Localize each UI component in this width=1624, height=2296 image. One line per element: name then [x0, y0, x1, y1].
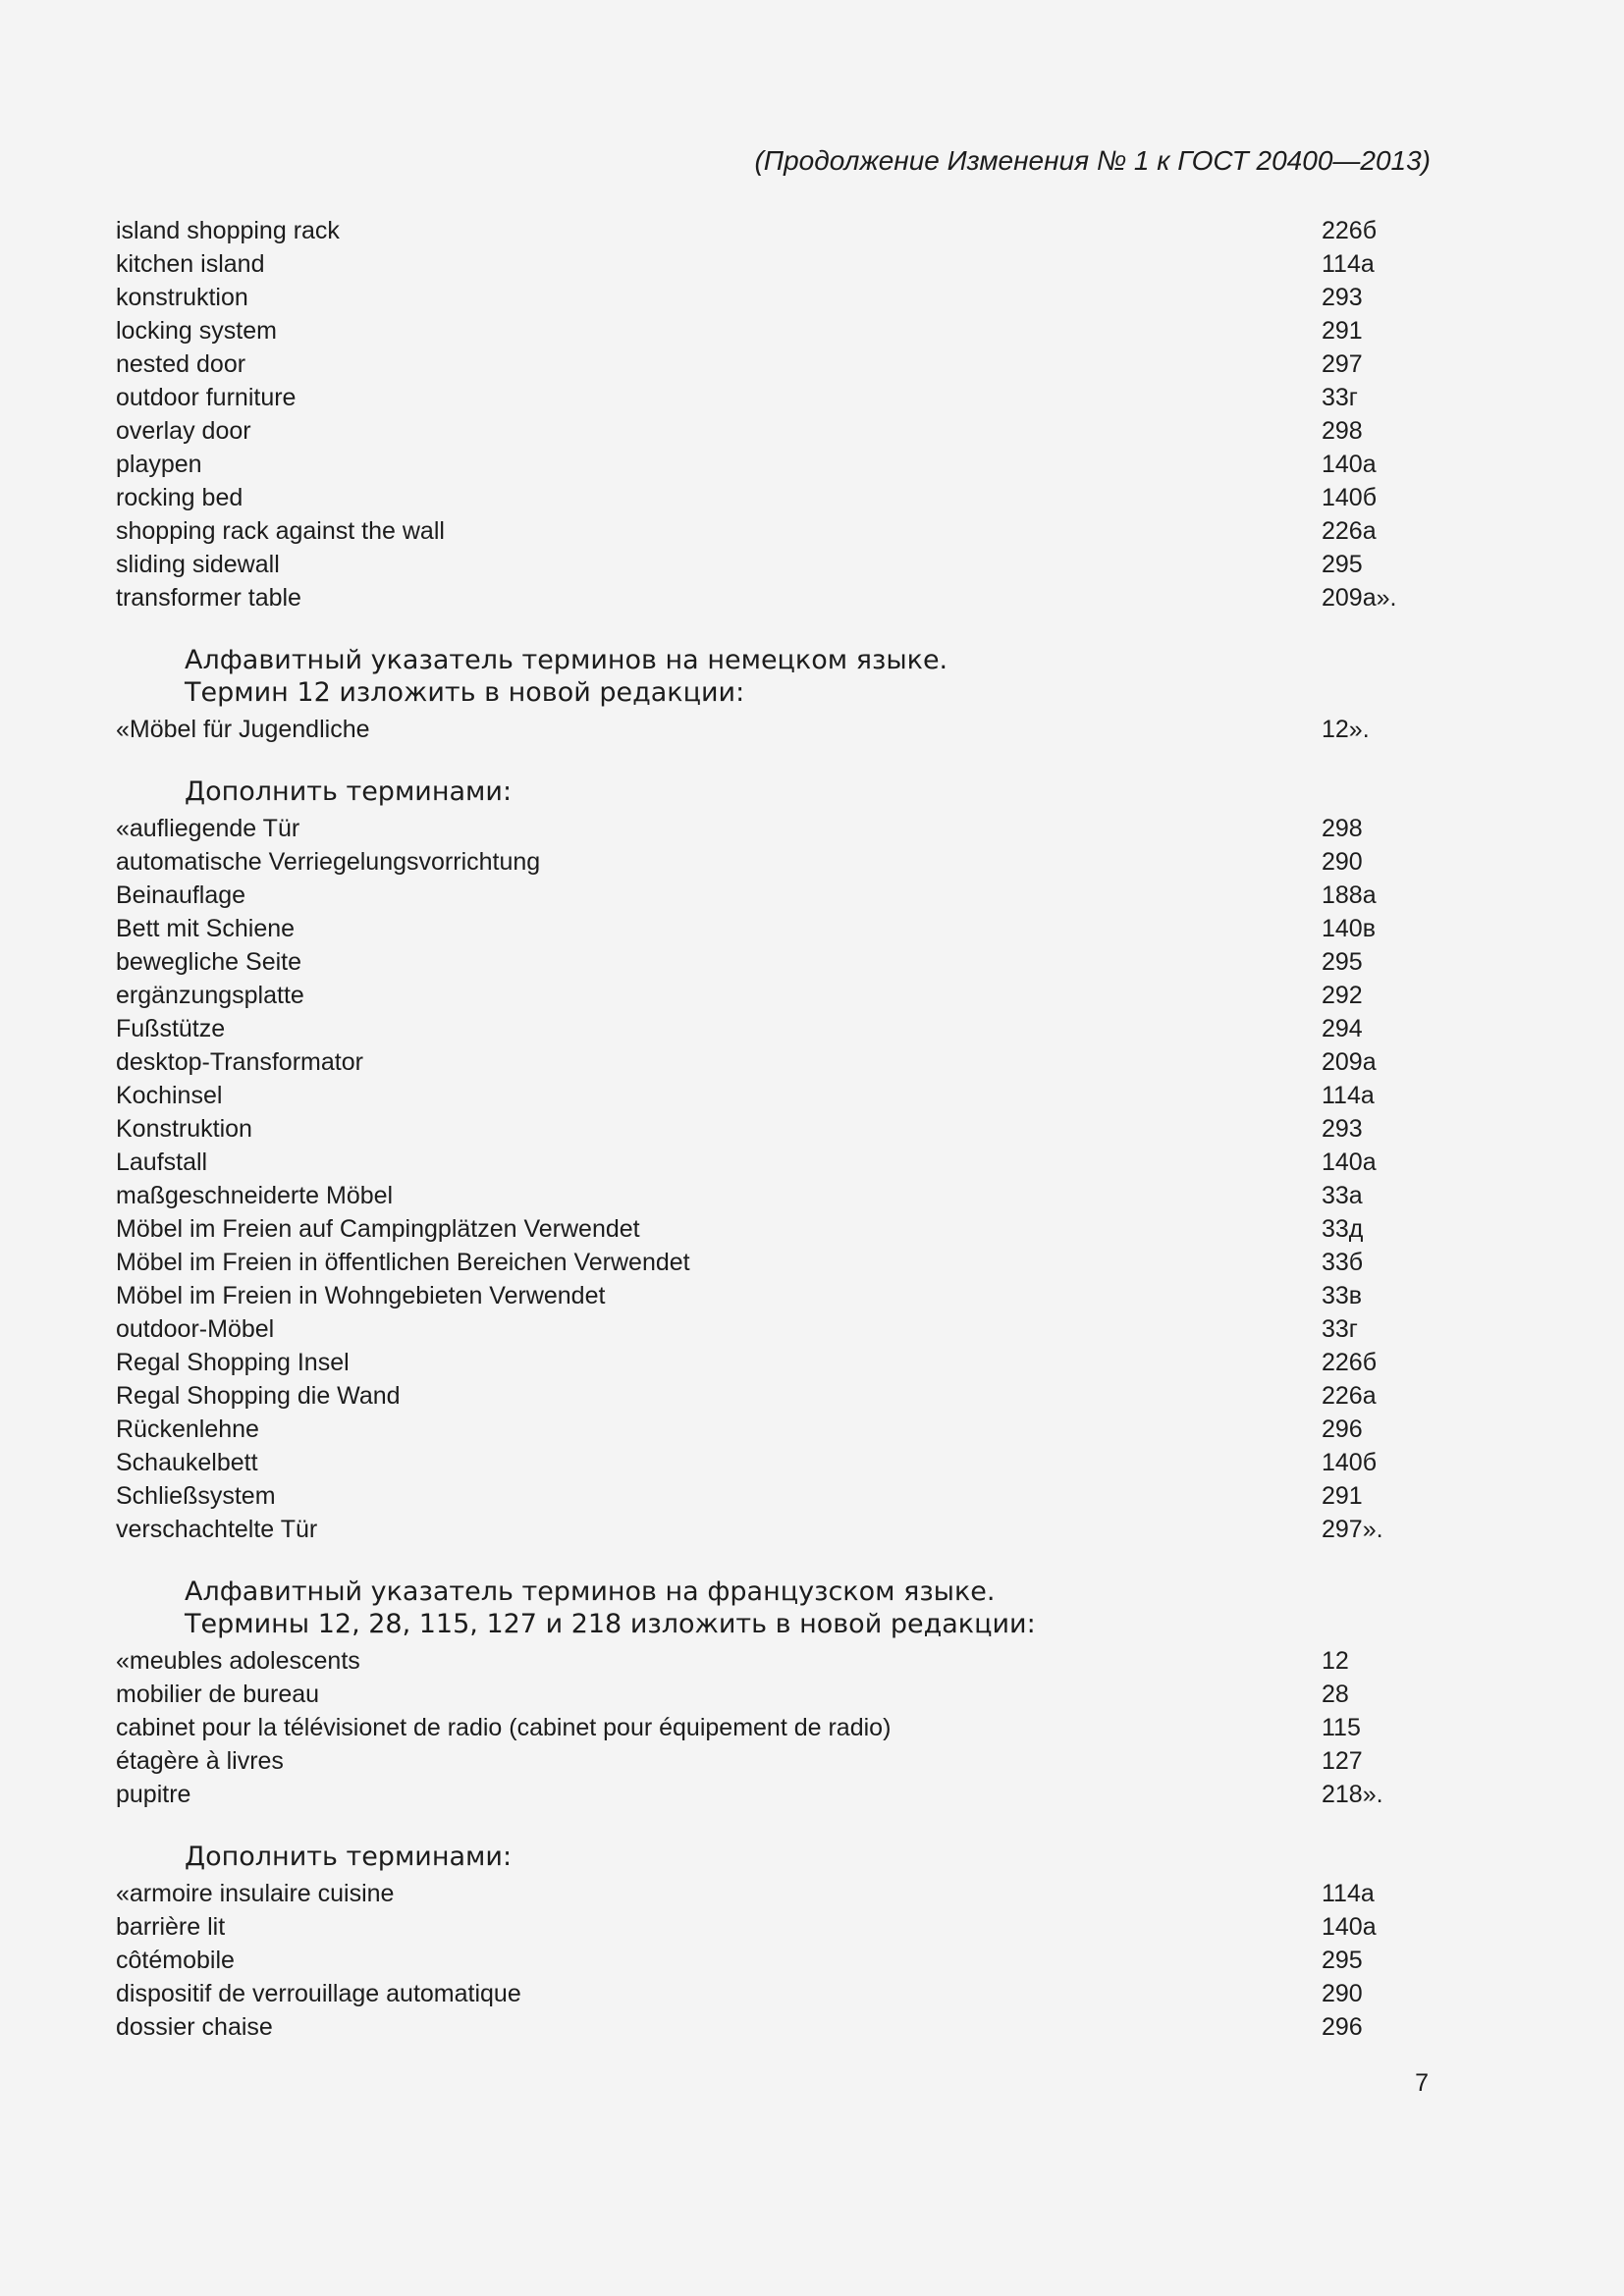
index-row	[116, 1079, 1432, 1112]
index-row	[116, 1112, 1432, 1146]
term: mobilier de bureau	[116, 1681, 320, 1708]
term-number: 295	[1322, 551, 1363, 578]
term-number: 291	[1322, 1482, 1363, 1510]
french-revised-list	[116, 1644, 1432, 1811]
english-index-list	[116, 214, 1432, 614]
index-row	[116, 1246, 1432, 1279]
index-row	[116, 1413, 1432, 1446]
term-number: 297	[1322, 350, 1363, 378]
french-add-heading: Дополнить терминами:	[185, 1842, 513, 1872]
term: playpen	[116, 451, 202, 478]
index-content	[116, 214, 1432, 2044]
index-row	[116, 845, 1432, 879]
term-number: 140а	[1322, 451, 1377, 478]
index-row	[116, 481, 1432, 514]
term-number: 114а	[1322, 1082, 1375, 1109]
index-row	[116, 314, 1432, 347]
term: island shopping rack	[116, 217, 340, 244]
term-number: 295	[1322, 1947, 1363, 1974]
term: «meubles adolescents	[116, 1647, 360, 1675]
index-row	[116, 2010, 1432, 2044]
term: Schaukelbett	[116, 1449, 258, 1476]
index-row	[116, 1644, 1432, 1678]
term-number: 226б	[1322, 217, 1378, 244]
index-row	[116, 381, 1432, 414]
index-row	[116, 1346, 1432, 1379]
term: Möbel im Freien in öffentlichen Bereichen Verwendet	[116, 1249, 690, 1276]
term-number: 292	[1322, 982, 1363, 1009]
term: Beinauflage	[116, 881, 246, 909]
term-number: 140в	[1322, 915, 1376, 942]
index-row	[116, 713, 1432, 746]
index-row	[116, 448, 1432, 481]
term: Laufstall	[116, 1148, 208, 1176]
term-number: 226а	[1322, 517, 1377, 545]
term: shopping rack against the wall	[116, 517, 445, 545]
term: côtémobile	[116, 1947, 235, 1974]
german-added-list	[116, 812, 1432, 1546]
term-number: 114а	[1322, 250, 1375, 278]
term: verschachtelte Tür	[116, 1516, 318, 1543]
index-row	[116, 1146, 1432, 1179]
term-number: 28	[1322, 1681, 1349, 1708]
term-number: 291	[1322, 317, 1363, 345]
term-number: 33б	[1322, 1249, 1364, 1276]
index-row	[116, 945, 1432, 979]
german-revision-note: Термин 12 изложить в новой редакции:	[185, 677, 745, 708]
term-number: 296	[1322, 2013, 1363, 2041]
term: Kochinsel	[116, 1082, 223, 1109]
term-number: 12	[1322, 1647, 1349, 1675]
term-number: 290	[1322, 1980, 1363, 2007]
term: bewegliche Seite	[116, 948, 302, 976]
term: Fußstütze	[116, 1015, 226, 1042]
term: barrière lit	[116, 1913, 226, 1941]
term: outdoor furniture	[116, 384, 297, 411]
index-row	[116, 1279, 1432, 1312]
index-row	[116, 1479, 1432, 1513]
term-number: 115	[1322, 1714, 1361, 1741]
index-row	[116, 1379, 1432, 1413]
index-row	[116, 1711, 1432, 1744]
term-number: 209а	[1322, 1048, 1377, 1076]
term: transformer table	[116, 584, 301, 612]
term: Möbel im Freien in Wohngebieten Verwendet	[116, 1282, 606, 1309]
term: rocking bed	[116, 484, 244, 511]
term-number: 33д	[1322, 1215, 1364, 1243]
index-row	[116, 1744, 1432, 1778]
term: «armoire insulaire cuisine	[116, 1880, 395, 1907]
index-row	[116, 214, 1432, 247]
index-row	[116, 1877, 1432, 1910]
term-number: 296	[1322, 1415, 1363, 1443]
term: nested door	[116, 350, 246, 378]
index-row	[116, 1910, 1432, 1944]
term-number: 293	[1322, 284, 1363, 311]
term: «aufliegende Tür	[116, 815, 300, 842]
term: locking system	[116, 317, 277, 345]
index-row	[116, 912, 1432, 945]
term: Möbel im Freien auf Campingplätzen Verwendet	[116, 1215, 640, 1243]
index-row	[116, 514, 1432, 548]
term: étagère à livres	[116, 1747, 284, 1775]
term: sliding sidewall	[116, 551, 280, 578]
term-number: 290	[1322, 848, 1363, 876]
german-add-heading: Дополнить терминами:	[185, 776, 513, 807]
index-row	[116, 979, 1432, 1012]
term-number: 33г	[1322, 1315, 1358, 1343]
term: dispositif de verrouillage automatique	[116, 1980, 521, 2007]
index-row	[116, 1944, 1432, 1977]
term: «Möbel für Jugendliche	[116, 716, 370, 743]
term: desktop-Transformator	[116, 1048, 363, 1076]
term-number: 209а».	[1322, 584, 1397, 612]
term-number: 140а	[1322, 1913, 1377, 1941]
term: Regal Shopping die Wand	[116, 1382, 401, 1410]
index-row	[116, 548, 1432, 581]
french-added-list	[116, 1877, 1432, 2044]
term: dossier chaise	[116, 2013, 273, 2041]
term-number: 140б	[1322, 484, 1378, 511]
index-row	[116, 1678, 1432, 1711]
term-number: 114а	[1322, 1880, 1375, 1907]
index-row	[116, 581, 1432, 614]
term: outdoor-Möbel	[116, 1315, 275, 1343]
index-row	[116, 1045, 1432, 1079]
term: cabinet pour la télévisionet de radio (cabinet pour équipement de radio)	[116, 1714, 892, 1741]
index-row	[116, 1212, 1432, 1246]
index-row	[116, 1312, 1432, 1346]
term-number: 218».	[1322, 1781, 1383, 1808]
term-number: 127	[1322, 1747, 1363, 1775]
french-revision-note: Термины 12, 28, 115, 127 и 218 изложить в новой редакции:	[185, 1609, 1036, 1639]
term-number: 226а	[1322, 1382, 1377, 1410]
index-row	[116, 1446, 1432, 1479]
term: Konstruktion	[116, 1115, 252, 1143]
term-number: 12».	[1322, 716, 1370, 743]
term: maßgeschneiderte Möbel	[116, 1182, 394, 1209]
german-section-heading: Алфавитный указатель терминов на немецком языке.	[185, 645, 948, 675]
index-row	[116, 1012, 1432, 1045]
term-number: 298	[1322, 417, 1363, 445]
term: Regal Shopping Insel	[116, 1349, 350, 1376]
term: pupitre	[116, 1781, 191, 1808]
term-number: 140а	[1322, 1148, 1377, 1176]
index-row	[116, 1179, 1432, 1212]
index-row	[116, 247, 1432, 281]
term-number: 297».	[1322, 1516, 1383, 1543]
term: Rückenlehne	[116, 1415, 259, 1443]
term: automatische Verriegelungsvorrichtung	[116, 848, 541, 876]
index-row	[116, 347, 1432, 381]
term-number: 188а	[1322, 881, 1377, 909]
term-number: 33г	[1322, 384, 1358, 411]
term-number: 33в	[1322, 1282, 1363, 1309]
term: ergänzungsplatte	[116, 982, 304, 1009]
term-number: 140б	[1322, 1449, 1378, 1476]
term-number: 33а	[1322, 1182, 1363, 1209]
index-row	[116, 879, 1432, 912]
term-number: 293	[1322, 1115, 1363, 1143]
term-number: 298	[1322, 815, 1363, 842]
index-row	[116, 812, 1432, 845]
term-number: 295	[1322, 948, 1363, 976]
term: konstruktion	[116, 284, 248, 311]
running-title: (Продолжение Изменения № 1 к ГОСТ 20400—2013)	[754, 145, 1431, 176]
page-number: 7	[1415, 2069, 1429, 2097]
term-number: 226б	[1322, 1349, 1378, 1376]
term: Schließsystem	[116, 1482, 276, 1510]
term-number: 294	[1322, 1015, 1363, 1042]
index-row	[116, 1778, 1432, 1811]
term: Bett mit Schiene	[116, 915, 296, 942]
index-row	[116, 1513, 1432, 1546]
index-row	[116, 1977, 1432, 2010]
index-row	[116, 414, 1432, 448]
french-section-heading: Алфавитный указатель терминов на французском языке.	[185, 1576, 996, 1607]
term: overlay door	[116, 417, 251, 445]
index-row	[116, 281, 1432, 314]
term: kitchen island	[116, 250, 265, 278]
